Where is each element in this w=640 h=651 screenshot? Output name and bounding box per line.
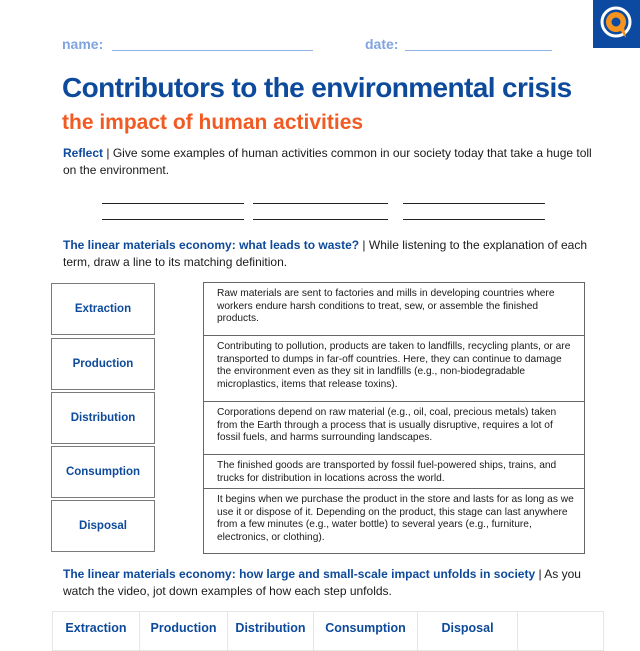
steps-table [52, 611, 604, 651]
column-production: Production [139, 612, 227, 650]
term-distribution[interactable]: Distribution [51, 392, 155, 444]
brand-logo [593, 0, 640, 48]
term-extraction[interactable]: Extraction [51, 283, 155, 335]
answer-line[interactable] [253, 219, 388, 220]
answer-line[interactable] [403, 203, 545, 204]
column-disposal: Disposal [417, 612, 517, 650]
definitions-table [203, 282, 585, 554]
separator: | [535, 567, 545, 581]
answer-line[interactable] [403, 219, 545, 220]
column-consumption: Consumption [313, 612, 417, 650]
column-distribution: Distribution [227, 612, 313, 650]
reflect-prompt [63, 145, 593, 178]
column-extraction: Extraction [65, 621, 127, 635]
answer-line[interactable] [102, 203, 244, 204]
term-production[interactable]: Production [51, 338, 155, 390]
matching-text: While listening to the explanation of each term, draw a line to its matching definition. [63, 238, 588, 269]
definition-production[interactable]: Raw materials are sent to factories and mills in developing countries where workers endure harsh conditions to treat, sew, or assemble the finished products. [217, 288, 555, 325]
answer-line[interactable] [253, 203, 388, 204]
definition-consumption[interactable]: It begins when we purchase the product in the store and lasts for as long as we use it or dispose of it. Depending on the product, this stage can last anywhere from a few minutes (e.g., water bottle) to several years (e.g., furniture, electronics, or clothing). [204, 488, 584, 553]
term-disposal[interactable]: Disposal [51, 500, 155, 552]
definition-distribution[interactable]: The finished goods are transported by fossil fuel-powered ships, trains, and trucks for distribution in locations across the world. [204, 454, 584, 488]
reflect-lead: Reflect [63, 146, 104, 160]
separator: | [359, 238, 369, 252]
definition-extraction[interactable]: Corporations depend on raw material (e.g., oil, coal, precious metals) taken from the Earth through a process that is usually disruptive, requires a lot of fossil fuels, and harms surrounding landscapes. [204, 401, 584, 454]
video-prompt [63, 566, 593, 599]
date-label: date: [365, 36, 399, 52]
column-empty [517, 612, 603, 650]
separator: | [103, 146, 113, 160]
matching-lead: The linear materials economy: what leads to waste? [63, 238, 360, 252]
answer-line[interactable] [102, 219, 244, 220]
name-field[interactable] [112, 50, 313, 51]
q-speech-bubble-logo-icon [599, 5, 635, 43]
date-field[interactable] [405, 50, 552, 51]
page-subtitle: the impact of human activities [62, 111, 364, 134]
video-text: As you watch the video, jot down examples of how each step unfolds. [63, 567, 581, 598]
name-label: name: [62, 36, 104, 52]
page-title: Contributors to the environmental crisis [62, 72, 572, 103]
matching-prompt [63, 237, 593, 270]
video-lead: The linear materials economy: how large and small-scale impact unfolds in society [63, 567, 536, 581]
term-consumption[interactable]: Consumption [51, 446, 155, 498]
reflect-text: Give some examples of human activities common in our society today that take a huge toll on the environment. [63, 146, 592, 177]
definition-disposal[interactable]: Contributing to pollution, products are taken to landfills, recycling plants, or are transported to dumps in far-off countries. Here, they can continue to damage the environment even as they sit in landfills (e.g., non-biodegradable microplastics, items that release toxins). [204, 335, 584, 401]
